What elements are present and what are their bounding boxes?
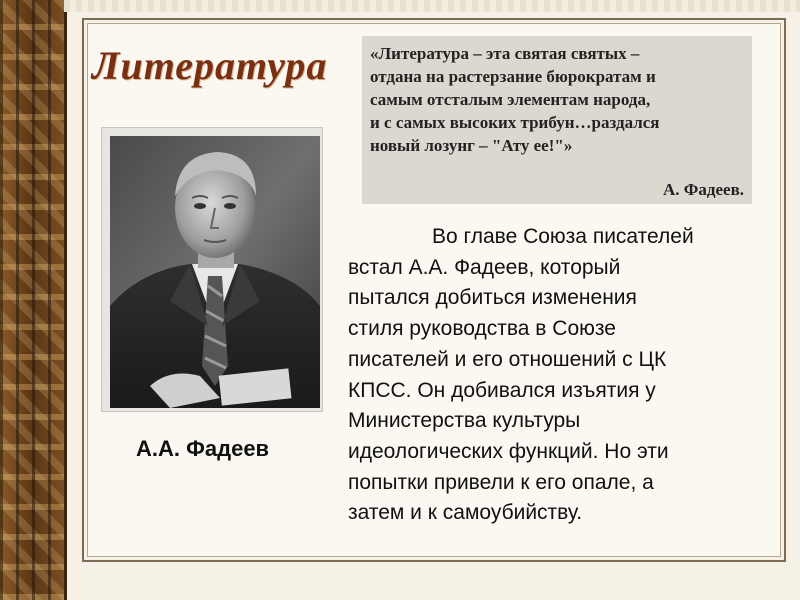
portrait-photo — [110, 136, 320, 408]
body-line: стиля руководства в Союзе — [348, 317, 616, 341]
top-pattern-band — [64, 0, 800, 12]
quote-line: и с самых высоких трибун…раздался — [370, 113, 660, 132]
body-line: КПСС. Он добивался изъятия у — [348, 378, 656, 402]
body-line: встал А.А. Фадеев, который — [348, 255, 621, 279]
body-line: попытки привели к его опале, а — [348, 470, 654, 494]
quote-author: А. Фадеев. — [663, 180, 744, 199]
body-line: Во главе Союза писателей — [432, 225, 694, 248]
body-paragraph — [348, 222, 758, 529]
body-line: писателей и его отношений с ЦК — [348, 347, 667, 371]
photo-caption: А.А. Фадеев — [136, 436, 270, 461]
quote-line: новый лозунг – "Ату ее!"» — [370, 136, 573, 155]
portrait-photo-frame — [102, 128, 322, 411]
quote-line: отдана на растерзание бюрократам и — [370, 67, 656, 86]
wood-pattern-strip — [0, 0, 67, 600]
body-line: идеологических функций. Но эти — [348, 439, 669, 463]
body-line: затем и к самоубийству. — [348, 501, 583, 525]
slide-title: Литература — [92, 43, 328, 88]
quote-box — [362, 36, 752, 204]
body-line: Министерства культуры — [348, 409, 581, 433]
quote-line: самым отсталым элементам народа, — [370, 90, 651, 109]
quote-line: «Литература – эта святая святых – — [370, 44, 640, 63]
body-line: пытался добиться изменения — [348, 286, 637, 310]
